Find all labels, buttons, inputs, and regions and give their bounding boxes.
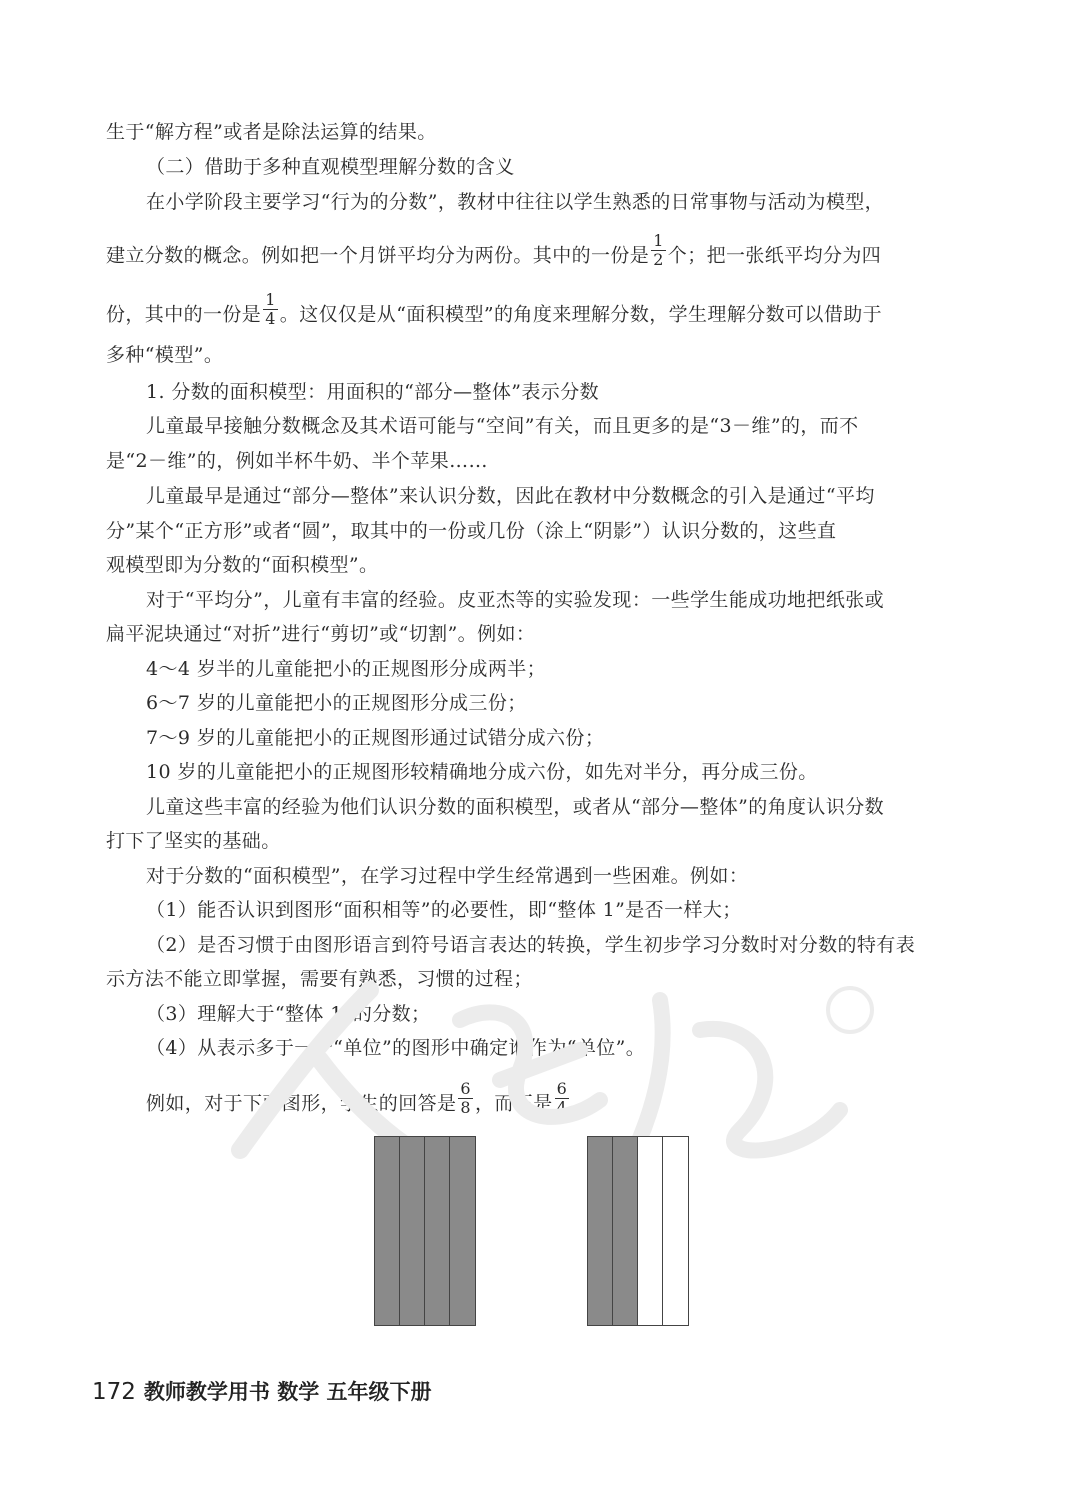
text-line: 示方法不能立即掌握，需要有熟悉，习惯的过程； <box>106 968 533 990</box>
list-item: （4）从表示多于一个“单位”的图形中确定谁作为“单位”。 <box>146 1037 646 1059</box>
list-item: 4～4 岁半的儿童能把小的正规图形分成两半； <box>146 658 547 680</box>
text-line: 对于“平均分”，儿童有丰富的经验。皮亚杰等的实验发现：一些学生能成功地把纸张或 <box>146 589 885 611</box>
text-segment: 个；把一张纸平均分为四 <box>667 244 882 267</box>
list-item: （1）能否认识到图形“面积相等”的必要性，即“整体 1”是否一样大； <box>146 899 742 921</box>
area-model-figure-left <box>374 1136 476 1326</box>
text-line: 对于分数的“面积模型”，在学习过程中学生经常遇到一些困难。例如： <box>146 865 749 887</box>
text-line: 打下了坚实的基础。 <box>106 830 281 852</box>
text-line-with-fraction <box>106 290 966 334</box>
fraction-six-eighths <box>458 1080 473 1117</box>
publisher-watermark <box>200 960 900 1180</box>
text-segment: 例如，对于下面图形，学生的回答是 <box>146 1092 457 1115</box>
shaded-strip <box>425 1137 450 1325</box>
page-number: 172 <box>92 1379 136 1405</box>
fraction-numerator: 6 <box>460 1079 471 1098</box>
text-line: 是“2－维”的，例如半杯牛奶、半个苹果…… <box>106 450 488 472</box>
list-item: （3）理解大于“整体 1”的分数； <box>146 1003 431 1025</box>
list-item: 7～9 岁的儿童能把小的正规图形通过试错分成六份； <box>146 727 605 749</box>
fraction-numerator: 1 <box>653 231 664 250</box>
list-item: （2）是否习惯于由图形语言到符号语言表达的转换，学生初步学习分数时对分数的特有表 <box>146 934 916 956</box>
page-footer <box>92 1376 432 1406</box>
text-segment: 。 <box>571 1092 591 1115</box>
fraction-denominator: 4 <box>556 1098 568 1117</box>
text-line: 儿童最早是通过“部分—整体”来认识分数，因此在教材中分数概念的引入是通过“平均 <box>146 485 875 507</box>
shaded-strip <box>588 1137 613 1325</box>
text-segment: 份，其中的一份是 <box>106 303 262 326</box>
text-line: 生于“解方程”或者是除法运算的结果。 <box>106 121 437 143</box>
fraction-numerator: 6 <box>556 1079 568 1098</box>
fraction-numerator: 1 <box>265 290 276 309</box>
fraction-denominator: 8 <box>460 1098 471 1117</box>
text-line: 分”某个“正方形”或者“圆”，取其中的一份或几份（涂上“阴影”）认识分数的，这些直 <box>106 520 837 542</box>
list-item: 10 岁的儿童能把小的正规图形较精确地分成六份，如先对半分，再分成三份。 <box>146 761 818 783</box>
fraction-denominator: 2 <box>653 250 664 269</box>
shaded-strip <box>400 1137 425 1325</box>
shaded-strip <box>375 1137 400 1325</box>
text-line: 观模型即为分数的“面积模型”。 <box>106 554 379 576</box>
text-line: 儿童这些丰富的经验为他们认识分数的面积模型，或者从“部分—整体”的角度认识分数 <box>146 796 885 818</box>
text-segment: 。这仅仅是从“面积模型”的角度来理解分数，学生理解分数可以借助于 <box>279 303 883 326</box>
shaded-strip <box>450 1137 475 1325</box>
area-model-figure-right <box>587 1136 689 1326</box>
text-segment: ，而不是 <box>475 1092 553 1115</box>
fraction-half <box>651 232 666 269</box>
fraction-six-fourths <box>555 1080 570 1117</box>
text-segment: 建立分数的概念。例如把一个月饼平均分为两份。其中的一份是 <box>106 244 650 267</box>
text-line: 在小学阶段主要学习“行为的分数”，教材中往往以学生熟悉的日常事物与活动为模型， <box>146 191 885 213</box>
text-line: 多种“模型”。 <box>106 344 224 366</box>
text-line-with-fraction <box>106 231 966 275</box>
text-line: 扁平泥块通过“对折”进行“剪切”或“切割”。例如： <box>106 623 536 645</box>
list-item: 6～7 岁的儿童能把小的正规图形分成三份； <box>146 692 527 714</box>
blank-strip <box>638 1137 663 1325</box>
fraction-quarter <box>263 291 278 328</box>
section-heading: （二）借助于多种直观模型理解分数的含义 <box>146 156 515 178</box>
blank-strip <box>663 1137 688 1325</box>
text-line: 儿童最早接触分数概念及其术语可能与“空间”有关，而且更多的是“3－维”的，而不 <box>146 415 859 437</box>
section-heading: 1. 分数的面积模型：用面积的“部分—整体”表示分数 <box>146 381 599 403</box>
book-title: 教师教学用书 数学 五年级下册 <box>143 1380 432 1404</box>
shaded-strip <box>613 1137 638 1325</box>
fraction-denominator: 4 <box>265 309 276 328</box>
text-line-with-fraction <box>146 1079 966 1123</box>
